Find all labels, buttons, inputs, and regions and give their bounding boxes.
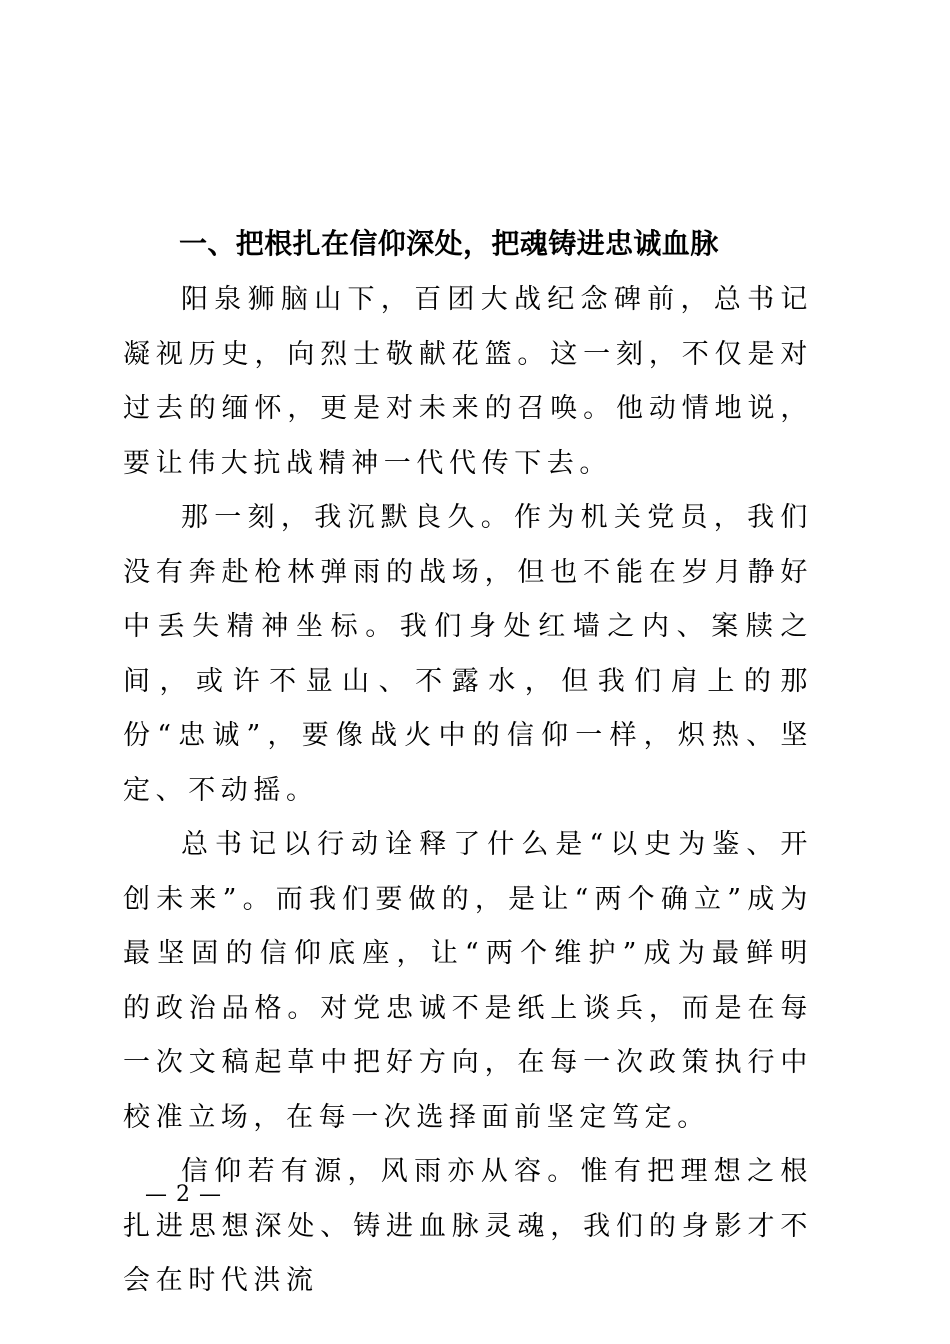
paragraph-4: 信仰若有源，风雨亦从容。惟有把理想之根扎进思想深处、铸进血脉灵魂，我们的身影才不会在时代洪流 (123, 1156, 813, 1296)
paragraph-3: 总书记以行动诠释了什么是“以史为鉴、开创未来”。而我们要做的，是让“两个确立”成为最坚固的信仰底座，让“两个维护”成为最鲜明的政治品格。对党忠诚不是纸上谈兵，而是在每一次文稿起草中把好方向，在每一次政策执行中校准立场，在每一次选择面前坚定笃定。 (123, 829, 813, 1133)
paragraph-1: 阳泉狮脑山下，百团大战纪念碑前，总书记凝视历史，向烈士敬献花篮。这一刻，不仅是对过去的缅怀，更是对未来的召唤。他动情地说，要让伟大抗战精神一代代传下去。 (123, 284, 813, 479)
section-heading: 一、把根扎在信仰深处，把魂铸进忠诚血脉 (179, 227, 719, 260)
paragraph-2: 那一刻，我沉默良久。作为机关党员，我们没有奔赴枪林弹雨的战场，但也不能在岁月静好中丢失精神坐标。我们身处红墙之内、案牍之间，或许不显山、不露水，但我们肩上的那份“忠诚”，要像战火中的信仰一样，炽热、坚定、不动摇。 (123, 502, 813, 806)
page-number: — 2 — (145, 1182, 222, 1207)
document-body (123, 221, 813, 1309)
